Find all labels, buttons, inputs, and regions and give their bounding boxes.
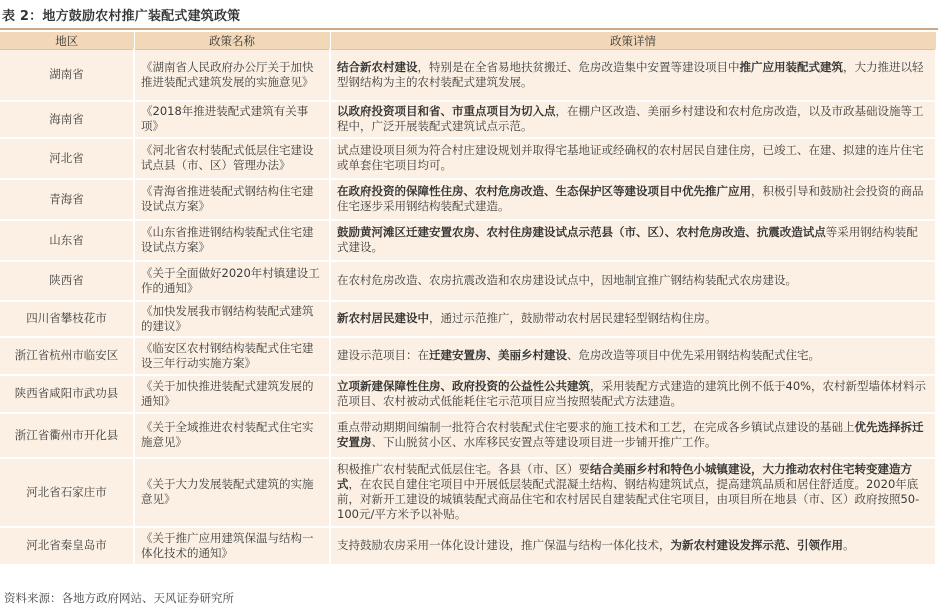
cell-region: 陕西省咸阳市武功县 <box>0 375 134 413</box>
cell-policy-detail <box>330 413 936 458</box>
detail-emphasis: 立项新建保障性住房、政府投资的公益性公共建筑 <box>337 378 590 393</box>
detail-emphasis: 鼓励黄河滩区迁建安置农房、农村住房建设试点示范县（市、区）、农村危房改造、抗震改造试点 <box>337 225 826 239</box>
cell-policy-detail <box>330 179 936 220</box>
detail-emphasis: 结合新农村建设 <box>337 59 418 74</box>
title-divider <box>0 28 938 30</box>
table-row <box>0 337 936 375</box>
table-row <box>0 375 936 413</box>
detail-text: ，在棚户区改造、美丽乡村建设和农村危房改造，以及市政基础设施等工程中，广泛开展装配式建筑试点示范。 <box>337 104 924 133</box>
detail-text: 积极推广农村装配式低层住宅。各县（市、区）要 <box>337 462 590 476</box>
header-policy-detail: 政策详情 <box>330 32 936 50</box>
cell-region: 山东省 <box>0 220 134 261</box>
cell-region: 四川省攀枝花市 <box>0 301 134 337</box>
detail-text: 在农村危房改造、农房抗震改造和农房建设试点中，因地制宜推广钢结构装配式农房建设。 <box>337 273 797 287</box>
cell-policy-detail <box>330 261 936 301</box>
detail-emphasis: 优先选择拆迁安置房 <box>337 420 924 449</box>
detail-text: 、下山脱贫小区、水库移民安置点等建设项目进一步铺开推广工作。 <box>371 435 717 449</box>
source-note: 资料来源：各地方政府网站、天风证券研究所 <box>4 591 234 605</box>
cell-region: 海南省 <box>0 101 134 138</box>
cell-policy-name: 《湖南省人民政府办公厅关于加快推进装配式建筑发展的实施意见》 <box>134 50 330 101</box>
cell-policy-name: 《关于推广应用建筑保温与结构一体化技术的通知》 <box>134 527 330 565</box>
table-row <box>0 458 936 527</box>
table-row <box>0 50 936 101</box>
table-row <box>0 261 936 301</box>
cell-region: 青海省 <box>0 179 134 220</box>
detail-text: ，积极引导和鼓励社会投资的商品住宅逐步采用钢结构装配式建造。 <box>337 184 924 213</box>
cell-region: 浙江省衢州市开化县 <box>0 413 134 458</box>
cell-policy-name: 《山东省推进钢结构装配式住宅建设试点方案》 <box>134 220 330 261</box>
cell-region: 湖南省 <box>0 50 134 101</box>
cell-policy-name: 《河北省农村装配式低层住宅建设试点县（市、区）管理办法》 <box>134 138 330 179</box>
cell-policy-detail <box>330 301 936 337</box>
detail-text: ，通过示范推广，鼓励带动农村居民建轻型钢结构住房。 <box>429 311 717 325</box>
detail-text: ，特别是在全省易地扶贫搬迁、危房改造集中安置等建设项目中 <box>417 59 740 74</box>
cell-policy-name: 《关于全面做好2020年村镇建设工作的通知》 <box>134 261 330 301</box>
table-header-row <box>0 32 936 50</box>
cell-policy-detail <box>330 101 936 138</box>
table-row <box>0 527 936 565</box>
table-row <box>0 101 936 138</box>
table-row <box>0 413 936 458</box>
detail-emphasis: 在政府投资的保障性住房、农村危房改造、生态保护区等建设项目中优先推广应用 <box>337 184 751 198</box>
detail-text: 试点建设项目须为符合村庄建设规划并取得宅基地证或经确权的农村居民自建住房，已竣工、在建、拟建的连片住宅或单套住宅项目均可。 <box>337 143 924 172</box>
header-policy-name: 政策名称 <box>134 32 330 50</box>
detail-text: 建设示范项目：在 <box>337 348 429 362</box>
cell-region: 浙江省杭州市临安区 <box>0 337 134 375</box>
cell-policy-name: 《加快发展我市钢结构装配式建筑的建议》 <box>134 301 330 337</box>
header-region: 地区 <box>0 32 134 50</box>
detail-text: 、危房改造等项目中优先采用钢结构装配式住宅。 <box>567 348 820 362</box>
detail-emphasis: 结合美丽乡村和特色小城镇建设，大力推动农村住宅转变建造方式 <box>337 462 912 491</box>
table-body <box>0 50 936 565</box>
cell-region: 河北省秦皇岛市 <box>0 527 134 565</box>
table-row <box>0 301 936 337</box>
detail-text: 等采用钢结构装配式建设。 <box>337 225 918 254</box>
detail-text: 。 <box>843 538 855 552</box>
table-title: 表 2：地方鼓励农村推广装配式建筑政策 <box>2 9 241 24</box>
detail-text: ，在农民自建住宅项目中开展低层装配式混凝土结构、钢结构建筑试点，提高建筑品质和居住舒适度。2020年底前，对新开工建设的城镇装配式商品住宅和农村居民自建装配式住宅项目，由项目所在地县（市、区）政府按照50-100元/平方米予以补贴。 <box>337 477 920 521</box>
cell-policy-name: 《2018年推进装配式建筑有关事项》 <box>134 101 330 138</box>
detail-emphasis: 新农村居民建设中 <box>337 311 429 325</box>
cell-policy-name: 《临安区农村钢结构装配式住宅建设三年行动实施方案》 <box>134 337 330 375</box>
detail-text: 支持鼓励农房采用一体化设计建设，推广保温与结构一体化技术， <box>337 538 671 552</box>
cell-policy-detail <box>330 527 936 565</box>
cell-region: 河北省石家庄市 <box>0 458 134 527</box>
table-row <box>0 179 936 220</box>
detail-emphasis: 迁建安置房、美丽乡村建设 <box>429 348 567 362</box>
detail-emphasis: 为新农村建设发挥示范、引领作用 <box>670 538 843 552</box>
detail-text: ，大力推进以轻型钢结构为主的农村装配式建筑发展。 <box>337 59 924 89</box>
cell-region: 河北省 <box>0 138 134 179</box>
cell-policy-name: 《青海省推进装配式钢结构住宅建设试点方案》 <box>134 179 330 220</box>
cell-policy-name: 《关于加快推进装配式建筑发展的通知》 <box>134 375 330 413</box>
detail-text: 重点带动期期间编制一批符合农村装配式住宅要求的施工技术和工艺，在完成各乡镇试点建设的基础上 <box>337 420 855 434</box>
cell-region: 陕西省 <box>0 261 134 301</box>
detail-emphasis: 推广应用装配式建筑 <box>739 59 843 74</box>
detail-text: ，采用装配方式建造的建筑比例不低于40%，农村新型墙体材料示范项目、农村被动式低能耗住宅示范项目应当按照装配式方法建造。 <box>337 378 927 408</box>
cell-policy-detail <box>330 138 936 179</box>
policy-table <box>0 32 937 566</box>
table-row <box>0 220 936 261</box>
cell-policy-detail <box>330 458 936 527</box>
cell-policy-detail <box>330 337 936 375</box>
table-row <box>0 138 936 179</box>
cell-policy-name: 《关于大力发展装配式建筑的实施意见》 <box>134 458 330 527</box>
cell-policy-name: 《关于全域推进农村装配式住宅实施意见》 <box>134 413 330 458</box>
cell-policy-detail <box>330 50 936 101</box>
detail-emphasis: 以政府投资项目和省、市重点项目为切入点 <box>337 104 556 118</box>
cell-policy-detail <box>330 220 936 261</box>
cell-policy-detail <box>330 375 936 413</box>
